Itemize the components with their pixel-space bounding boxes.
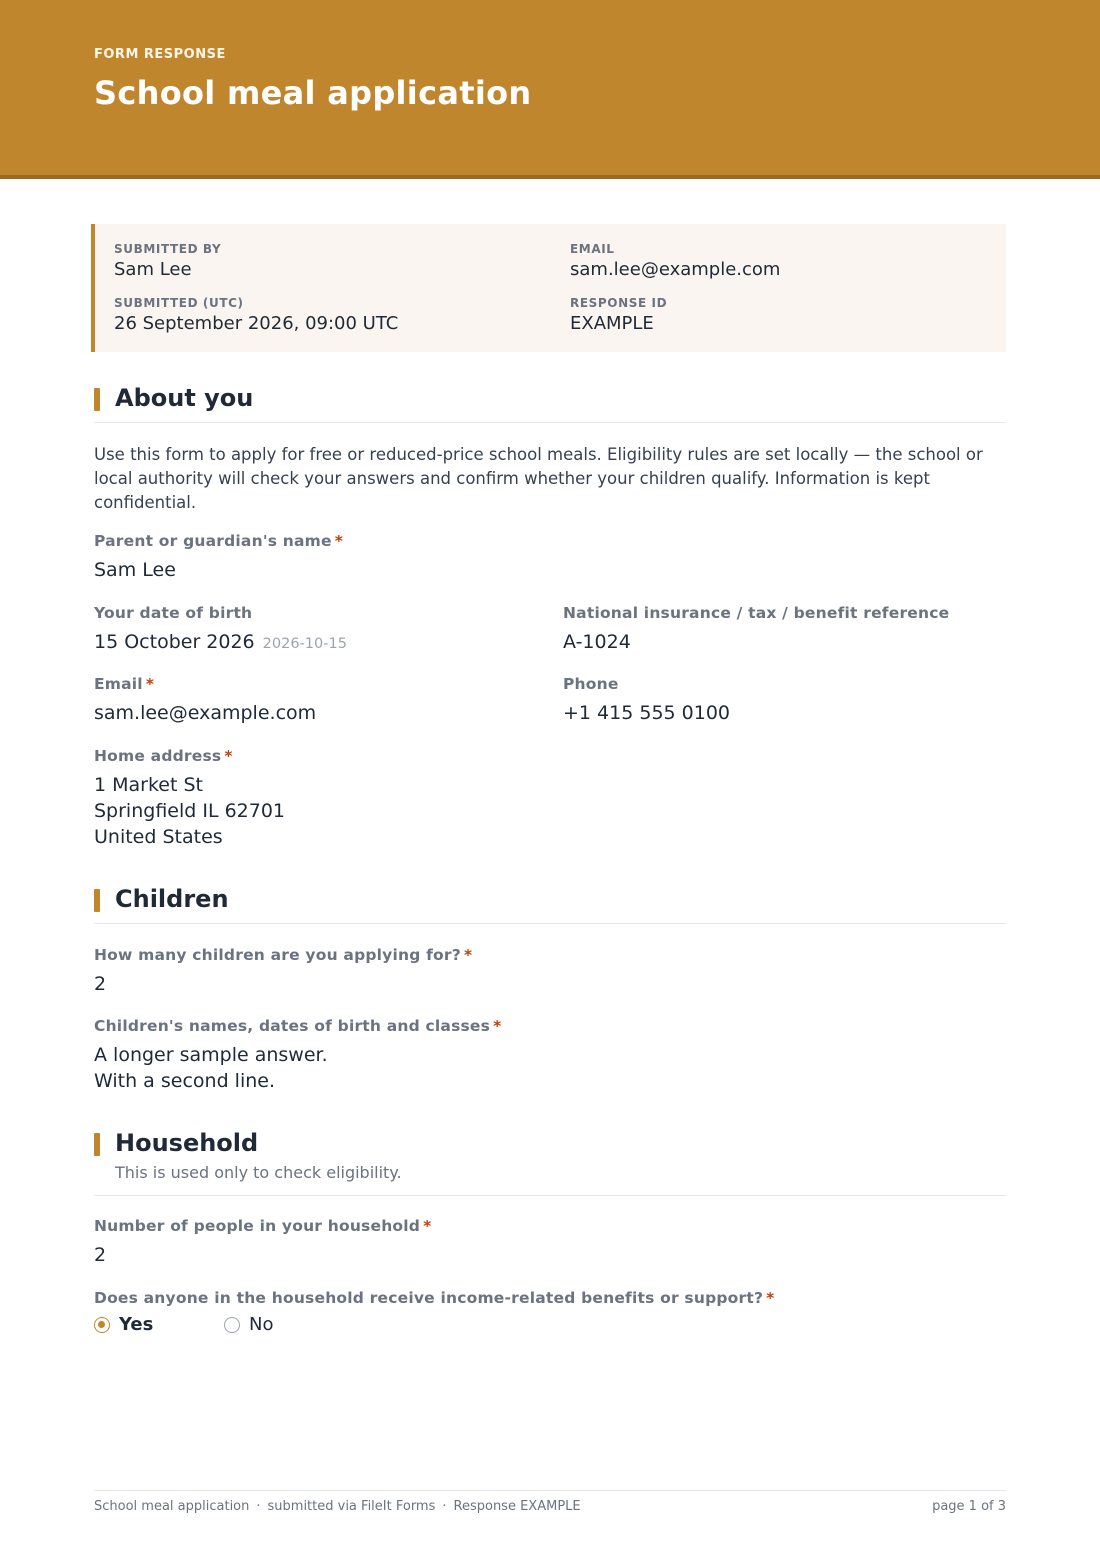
field-label xyxy=(94,675,316,693)
field-label: National insurance / tax / benefit reference xyxy=(563,604,950,622)
required-marker: * xyxy=(145,675,155,693)
required-marker: * xyxy=(334,532,344,550)
field-email xyxy=(94,675,316,726)
footer-page-number: page 1 of 3 xyxy=(932,1499,1006,1514)
field-children-count xyxy=(94,946,472,997)
date-iso: 2026-10-15 xyxy=(262,636,347,652)
submission-meta xyxy=(91,224,1006,352)
field-value: +1 415 555 0100 xyxy=(563,702,731,724)
section-accent-bar xyxy=(94,889,100,912)
section-title: About you xyxy=(115,384,254,412)
field-guardian-name xyxy=(94,532,343,583)
field-label xyxy=(94,1017,501,1035)
required-marker: * xyxy=(766,1289,775,1307)
meta-submitted-by xyxy=(114,242,221,280)
field-home-address xyxy=(94,747,285,850)
field-value: Sam Lee xyxy=(94,559,176,581)
footer-form-name: School meal application xyxy=(94,1499,250,1514)
required-marker: * xyxy=(463,946,473,964)
field-label-text: Children's names, dates of birth and classes xyxy=(94,1017,491,1035)
meta-value: 26 September 2026, 09:00 UTC xyxy=(114,313,399,334)
meta-value: Sam Lee xyxy=(114,259,192,280)
field-label-text: How many children are you applying for? xyxy=(94,946,461,964)
field-label xyxy=(94,1217,431,1235)
footer-separator: · xyxy=(442,1499,447,1514)
field-reference xyxy=(563,604,949,655)
required-marker: * xyxy=(493,1017,502,1035)
meta-value: EXAMPLE xyxy=(570,313,654,334)
required-marker: * xyxy=(423,1217,432,1235)
meta-submitted-utc xyxy=(114,296,398,334)
section-children xyxy=(94,885,1006,924)
section-household xyxy=(94,1129,1006,1196)
header-kicker: FORM RESPONSE xyxy=(94,47,226,62)
field-label xyxy=(94,946,472,964)
radio-label: No xyxy=(249,1314,274,1335)
field-value: 2 xyxy=(94,973,107,995)
radio-checked-icon[interactable] xyxy=(94,1317,110,1333)
required-marker: * xyxy=(224,747,233,765)
field-children-details xyxy=(94,1017,501,1094)
meta-label: RESPONSE ID xyxy=(570,296,668,310)
field-value: 1 Market St Springfield IL 62701 United States xyxy=(94,774,286,848)
section-about-you xyxy=(94,384,1006,423)
field-label-text: Number of people in your household xyxy=(94,1217,421,1235)
field-label: Your date of birth xyxy=(94,604,253,622)
field-household-size xyxy=(94,1217,431,1268)
meta-response-id xyxy=(570,296,667,334)
field-value: A-1024 xyxy=(563,631,631,653)
footer-separator: · xyxy=(256,1499,261,1514)
page-footer xyxy=(94,1490,1006,1514)
radio-option-no[interactable] xyxy=(224,1314,273,1335)
page-title: School meal application xyxy=(94,74,532,112)
radio-label: Yes xyxy=(119,1314,154,1335)
field-label-text: Home address xyxy=(94,747,222,765)
meta-label: EMAIL xyxy=(570,242,615,256)
section-subtitle: This is used only to check eligibility. xyxy=(115,1163,402,1182)
field-date-of-birth xyxy=(94,604,347,657)
field-phone xyxy=(563,675,730,726)
field-label-text: Parent or guardian's name xyxy=(94,532,332,550)
meta-email xyxy=(570,242,780,280)
radio-unchecked-icon[interactable] xyxy=(224,1317,240,1333)
footer-response: Response EXAMPLE xyxy=(453,1499,581,1514)
field-value xyxy=(94,629,347,657)
field-label xyxy=(94,532,343,550)
date-display: 15 October 2026 xyxy=(94,631,255,653)
field-value: A longer sample answer. With a second line. xyxy=(94,1044,328,1092)
field-label-text: Does anyone in the household receive income-related benefits or support? xyxy=(94,1289,764,1307)
meta-label: SUBMITTED (UTC) xyxy=(114,296,244,310)
section-title: Children xyxy=(115,885,229,913)
section-title: Household xyxy=(115,1129,259,1157)
radio-option-yes[interactable] xyxy=(94,1314,224,1335)
section-accent-bar xyxy=(94,388,100,411)
field-label xyxy=(94,747,285,765)
field-value: 2 xyxy=(94,1244,107,1266)
field-label xyxy=(94,1289,774,1307)
meta-label: SUBMITTED BY xyxy=(114,242,222,256)
meta-value: sam.lee@example.com xyxy=(570,259,781,280)
section-accent-bar xyxy=(94,1133,100,1156)
benefits-radio-group xyxy=(94,1314,273,1335)
field-label: Phone xyxy=(563,675,619,693)
header-banner xyxy=(0,0,1100,179)
field-value: sam.lee@example.com xyxy=(94,702,317,724)
field-label-text: Email xyxy=(94,675,143,693)
footer-via: submitted via FileIt Forms xyxy=(267,1499,436,1514)
section-intro: Use this form to apply for free or reduced-price school meals. Eligibility rules are set locally — the school or local authority will check your answers and confirm whether your children qualify. Information is kept confidential. xyxy=(94,445,983,512)
field-benefits xyxy=(94,1289,774,1307)
